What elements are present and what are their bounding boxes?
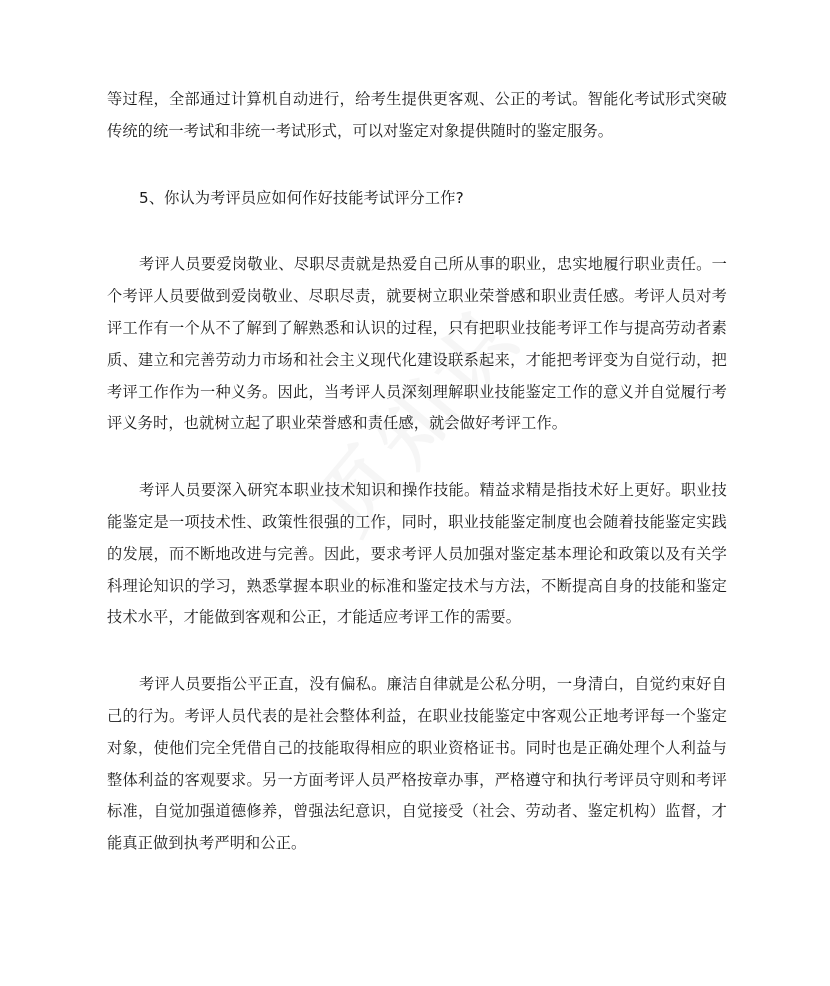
document-body — [107, 84, 727, 860]
paragraph-2: 考评人员要爱岗敬业、尽职尽责就是热爱自己所从事的职业，忠实地履行职业责任。一个考评人员要做到爱岗敬业、尽职尽责，就要树立职业荣誉感和职业责任感。考评人员对考评工作有一个从不了解到了解熟悉和认识的过程，只有把职业技能考评工作与提高劳动者素质、建立和完善劳动力市场和社会主义现代化建设联系起来，才能把考评变为自觉行动，把考评工作作为一种义务。因此，当考评人员深刻理解职业技能鉴定工作的意义并自觉履行考评义务时，也就树立起了职业荣誉感和责任感，就会做好考评工作。 — [107, 255, 727, 433]
paragraph-1: 等过程，全部通过计算机自动进行，给考生提供更客观、公正的考试。智能化考试形式突破传统的统一考试和非统一考试形式，可以对鉴定对象提供随时的鉴定服务。 — [107, 90, 727, 140]
question-heading: 5、你认为考评员应如何作好技能考试评分工作? — [139, 188, 464, 207]
paragraph-3: 考评人员要深入研究本职业技术知识和操作技能。精益求精是指技术好上更好。职业技能鉴定是一项技术性、政策性很强的工作，同时，职业技能鉴定制度也会随着技能鉴定实践的发展，而不断地改进与完善。因此，要求考评人员加强对鉴定基本理论和政策以及有关学科理论知识的学习，熟悉掌握本职业的标准和鉴定技术与方法，不断提高自身的技能和鉴定技术水平，才能做到客观和公正，才能适应考评工作的需要。 — [107, 481, 727, 627]
paragraph-4: 考评人员要指公平正直，没有偏私。廉洁自律就是公私分明，一身清白，自觉约束好自己的行为。考评人员代表的是社会整体利益，在职业技能鉴定中客观公正地考评每一个鉴定对象，使他们完全凭借自己的技能取得相应的职业资格证书。同时也是正确处理个人利益与整体利益的客观要求。另一方面考评人员严格按章办事，严格遵守和执行考评员守则和考评标准，自觉加强道德修养，曾强法纪意识，自觉接受（社会、劳动者、鉴定机构）监督，才能真正做到执考严明和公正。 — [107, 675, 727, 853]
